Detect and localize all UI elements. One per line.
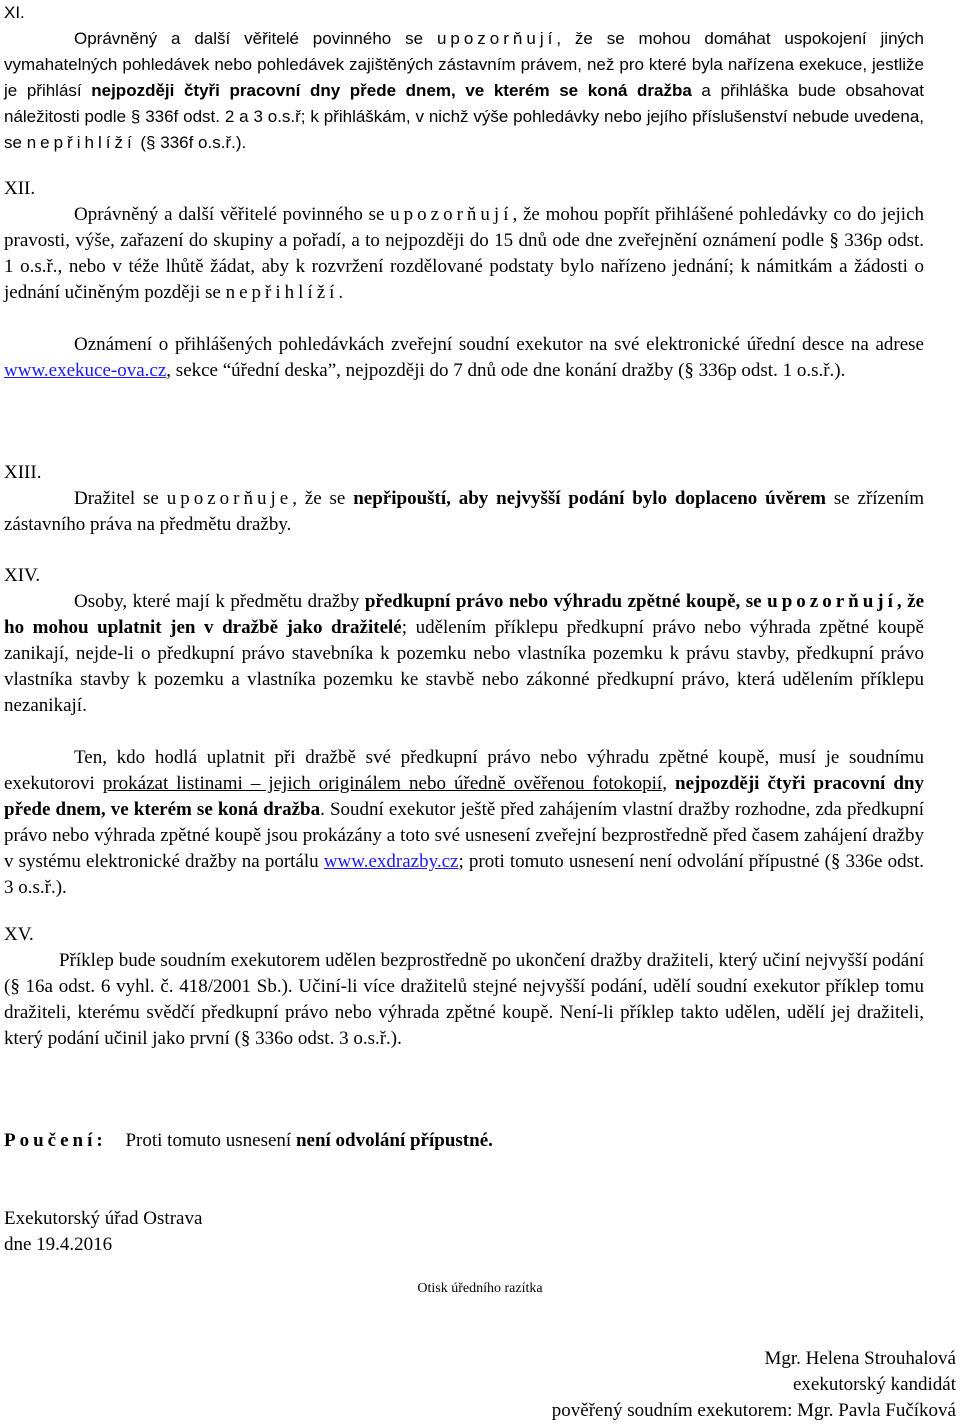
spaced-text: nepřihlíží — [225, 282, 339, 303]
text: ; udělením příklepu předkupní právo nebo výhrada zpětné koupě zanikají, nejde-li o předkupní právo stavebníka k pozemku nebo vlastníka pozemku k právu stavby, předkupní právo vlastníka stavby k pozemku a vlastníka pozemku ke stavbě nebo zákonné předkupní právo, která udělením příklepu nezanikají. — [4, 617, 924, 716]
section-xiv — [4, 563, 924, 901]
text: ; proti tomuto usnesení není odvolání přípustné (§ 336e odst. 3 o.s.ř.). — [4, 851, 924, 898]
underlined-text: prokázat listinami – jejich originálem nebo úředně ověřenou fotokopií — [102, 773, 663, 794]
office-name: Exekutorský úřad Ostrava — [4, 1208, 203, 1229]
issuer-block — [4, 1206, 924, 1258]
section-paragraph — [4, 202, 924, 306]
text: Osoby, které mají k předmětu dražby — [74, 591, 365, 612]
text: Oprávněný a další věřitelé povinného se — [74, 204, 391, 225]
spaced-text: upozorňují — [436, 29, 557, 48]
section-number: XIV. — [4, 565, 41, 586]
spaced-bold-text: upozorňují — [767, 591, 897, 612]
spaced-text: upozorňují — [390, 204, 513, 225]
section-number: XI. — [4, 3, 25, 22]
section-number: XIII. — [4, 462, 42, 483]
issue-date: dne 19.4.2016 — [4, 1234, 113, 1255]
signatory-role: exekutorský kandidát — [792, 1374, 956, 1395]
section-number: XV. — [4, 924, 34, 945]
section-number: XII. — [4, 178, 36, 199]
section-xv — [4, 922, 924, 1052]
section-xi — [4, 0, 924, 156]
section-paragraph — [4, 332, 924, 384]
text: Oznámení o přihlášených pohledávkách zveřejní soudní exekutor na své elektronické úřední desce na adrese — [74, 334, 924, 355]
section-paragraph — [4, 486, 924, 538]
text: Oprávněný a další věřitelé povinného se — [74, 29, 437, 48]
website-link[interactable]: www.exekuce-ova.cz — [4, 360, 167, 381]
text: , že se mohou domáhat uspokojení jiných vymahatelných pohledávek nebo pohledávek zajištěných zástavním právem, než pro které byla nařízena exekuce, jestliže je přihlásí — [4, 29, 924, 100]
bold-text: předkupní právo nebo výhradu zpětné koupě, se — [364, 591, 768, 612]
text: , — [662, 773, 675, 794]
text: . Soudní exekutor ještě před zahájením vlastní dražby rozhodne, zda předkupní právo nebo výhrada zpětné koupě jsou prokázány a toto své usnesení zveřejní bezprostředně před časem zahájení dražby v systému elektronické dražby na portálu — [4, 799, 925, 872]
bold-text: nejpozději čtyři pracovní dny přede dnem, ve kterém se koná dražba — [91, 81, 692, 100]
text: , že mohou popřít přihlášené pohledávky co do jejich pravosti, výše, zařazení do skupiny a pořadí, a to nejpozději do 15 dnů ode dne zveřejnění oznámení podle § 336p odst. 1 o.s.ř., nebo v téže lhůtě žádat, aby k rozvržení rozdělované podstaty bylo nařízeno jednání; k námitkám a žádosti o jednání učiněným později se — [4, 204, 925, 303]
section-paragraph — [4, 589, 924, 719]
stamp-placeholder: Otisk úředního razítka — [417, 1281, 543, 1296]
text: Proti tomuto usnesení — [125, 1130, 296, 1151]
bold-text: nepřipouští, aby nejvyšší podání bylo doplaceno úvěrem — [353, 488, 826, 509]
bold-text: nejpozději čtyři pracovní dny přede dnem, ve kterém se koná dražba — [4, 773, 924, 820]
section-paragraph — [4, 26, 924, 156]
bold-text: není odvolání přípustné. — [295, 1130, 493, 1151]
text: (§ 336f o.s.ř.). — [135, 133, 247, 152]
text: , sekce “úřední deska”, nejpozději do 7 dnů ode dne konání dražby (§ 336p odst. 1 o.s.ř.). — [166, 360, 846, 381]
section-paragraph — [4, 745, 924, 901]
text: se zřízením zástavního práva na předmětu dražby. — [4, 488, 924, 535]
website-link[interactable]: www.exdrazby.cz — [323, 851, 459, 872]
bold-text: , že ho mohou uplatnit jen v dražbě jako dražitelé — [4, 591, 924, 638]
spaced-text: nepřihlíží — [26, 133, 136, 152]
signatory-authorization: pověřený soudním exekutorem: Mgr. Pavla Fučíková — [551, 1400, 956, 1421]
instruction — [4, 1128, 924, 1154]
instruction-label: Poučení: — [4, 1130, 107, 1151]
signature-block — [396, 1346, 956, 1424]
section-xiii — [4, 460, 924, 538]
text: a přihláška bude obsahovat náležitosti podle § 336f odst. 2 a 3 o.s.ř; k přihláškám, v nichž výše pohledávky nebo jejího příslušenství nebude uvedena, se — [4, 81, 924, 152]
spaced-text: upozorňuje — [166, 488, 293, 509]
text: , že se — [292, 488, 354, 509]
text: Ten, kdo hodlá uplatnit při dražbě své předkupní právo nebo výhradu zpětné koupě, musí je soudnímu exekutorovi — [4, 747, 924, 794]
section-xii — [4, 176, 924, 384]
section-paragraph: Příklep bude soudním exekutorem udělen bezprostředně po ukončení dražby dražiteli, který učiní nejvyšší podání (§ 16a odst. 6 vyhl. č. 418/2001 Sb.). Učiní-li více dražitelů stejné nejvyšší podání, udělí soudní exekutor příklep tomu dražiteli, kterému svědčí předkupní právo nebo výhrada zpětné koupě. Není-li příklep takto udělen, udělí jej dražiteli, který podání učinil jako první (§ 336o odst. 3 o.s.ř.). — [4, 950, 924, 1049]
text: . — [338, 282, 344, 303]
text: Dražitel se — [74, 488, 167, 509]
signatory-name: Mgr. Helena Strouhalová — [764, 1348, 956, 1369]
